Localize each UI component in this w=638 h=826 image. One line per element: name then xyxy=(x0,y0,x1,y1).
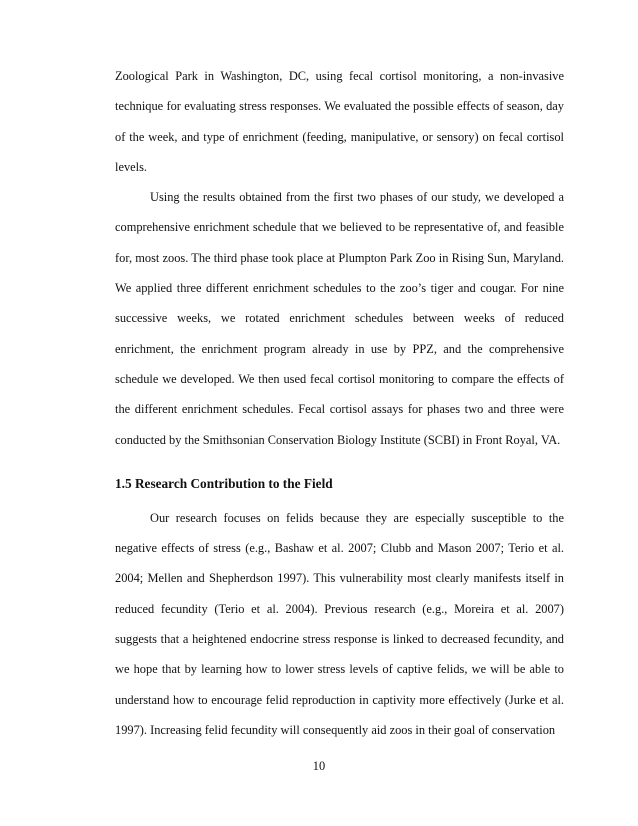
paragraph-research-contribution: Our research focuses on felids because they are especially susceptible to the negative effects of stress (e.g., Bashaw et al. 2007; Clubb and Mason 2007; Terio et al. 2004; Mellen and Shepherdson 1997). This vulnerability most clearly manifests itself in reduced fecundity (Terio et al. 2004). Previous research (e.g., Moreira et al. 2007) suggests that a heightened endocrine stress response is linked to decreased fecundity, and we hope that by learning how to lower stress levels of captive felids, we will be able to understand how to encourage felid reproduction in captivity more effectively (Jurke et al. 1997). Increasing felid fecundity will consequently aid zoos in their goal of conservation xyxy=(115,510,564,737)
section-heading: 1.5 Research Contribution to the Field xyxy=(115,475,333,491)
paragraph-continued: Zoological Park in Washington, DC, using fecal cortisol monitoring, a non-invasive technique for evaluating stress responses. We evaluated the possible effects of season, day of the week, and type of enrichment (feeding, manipulative, or sensory) on fecal cortisol levels. xyxy=(115,69,564,174)
body-text xyxy=(115,61,564,745)
page-number: 10 xyxy=(312,759,326,773)
paragraph-third-phase: Using the results obtained from the first two phases of our study, we developed a comprehensive enrichment schedule that we believed to be representative of, and feasible for, most zoos. The third phase took place at Plumpton Park Zoo in Rising Sun, Maryland. We applied three different enrichment schedules to the zoo’s tiger and cougar. For nine successive weeks, we rotated enrichment schedules between weeks of reduced enrichment, the enrichment program already in use by PPZ, and the comprehensive schedule we developed. We then used fecal cortisol monitoring to compare the effects of the different enrichment schedules. Fecal cortisol assays for phases two and three were conducted by the Smithsonian Conservation Biology Institute (SCBI) in Front Royal, VA. xyxy=(115,190,564,447)
